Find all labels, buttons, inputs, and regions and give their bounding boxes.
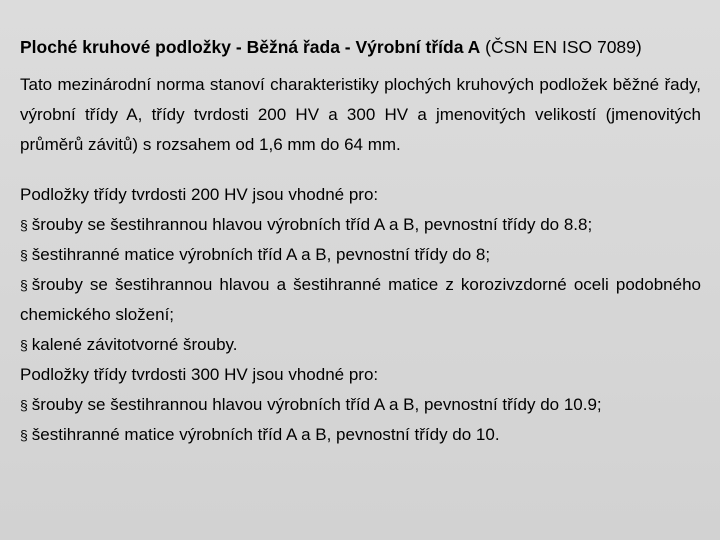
intro-paragraph: Tato mezinárodní norma stanoví charakteristiky plochých kruhových podložek běžné řady, výrobní třídy A, třídy tvrdosti 200 HV a 300 HV a jmenovitých velikostí (jmenovitých průměrů závitů) s rozsahem od 1,6 mm do 64 mm. [20,75,701,154]
list-item: § šestihranné matice výrobních tříd A a B, pevnostní třídy do 10. [20,425,500,444]
section-200-heading: Podložky třídy tvrdosti 200 HV jsou vhodné pro: [20,185,379,204]
bullet-icon: § [20,217,28,233]
list-item: § šrouby se šestihrannou hlavou výrobních tříd A a B, pevnostní třídy do 10.9; [20,395,602,414]
section-300-heading: Podložky třídy tvrdosti 300 HV jsou vhodné pro: [20,365,379,384]
list-item: § šrouby se šestihrannou hlavou výrobních tříd A a B, pevnostní třídy do 8.8; [20,215,593,234]
bullet-icon: § [20,397,28,413]
bullet-icon: § [20,277,28,293]
list-item: § kalené závitotvorné šrouby. [20,335,238,354]
list-item: § šrouby se šestihrannou hlavou a šestihranné matice z korozivzdorné oceli podobného chemického složení; [20,275,701,324]
bullet-icon: § [20,247,28,263]
document-title [20,36,701,59]
title-standard: (ČSN EN ISO 7089) [480,37,642,57]
bullet-icon: § [20,337,28,353]
document-body [20,36,701,450]
bullet-icon: § [20,427,28,443]
spacer [20,160,701,180]
title-main: Ploché kruhové podložky - Běžná řada - Výrobní třída A [20,37,481,57]
list-item: § šestihranné matice výrobních tříd A a B, pevnostní třídy do 8; [20,245,491,264]
